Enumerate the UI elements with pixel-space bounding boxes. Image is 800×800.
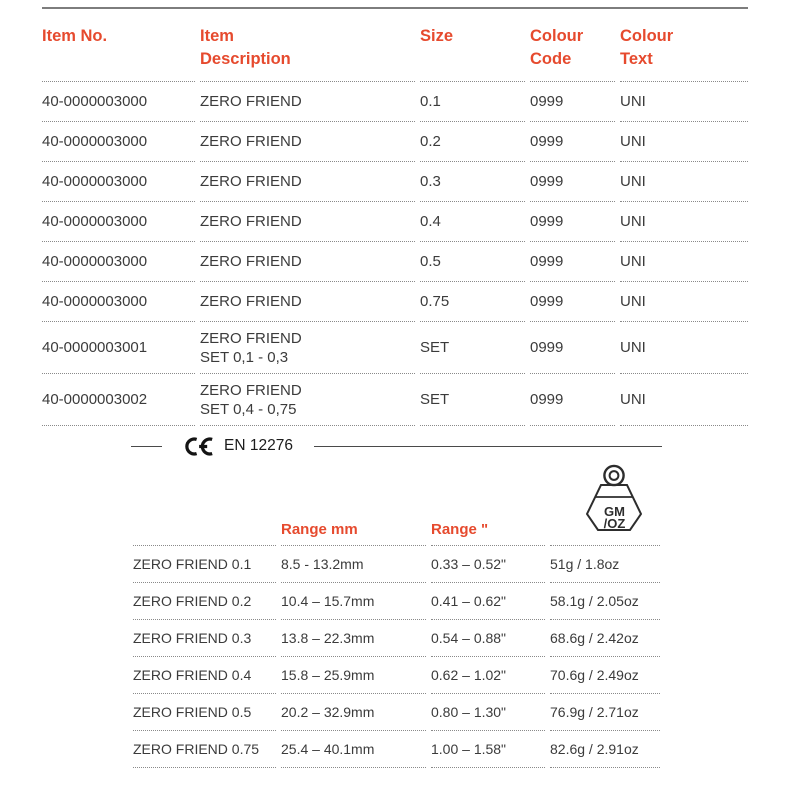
column-header-colour-code [530, 9, 615, 82]
cell-colour-code: 0999 [530, 202, 615, 242]
table-row [42, 202, 748, 242]
cell-colour-text: UNI [620, 162, 748, 202]
header-line: Code [530, 50, 572, 68]
cell-weight: 70.6g / 2.49oz [550, 657, 660, 694]
cell-range-inch: 0.41 – 0.62" [431, 583, 545, 620]
column-header-range-inch: Range " [431, 505, 545, 546]
cell-item-no: 40-0000003002 [42, 374, 195, 426]
cell-colour-text: UNI [620, 242, 748, 282]
cell-range-mm: 13.8 – 22.3mm [281, 620, 426, 657]
cell-colour-text: UNI [620, 202, 748, 242]
header-line: Description [200, 50, 291, 68]
column-header-empty [133, 505, 276, 546]
cell-size: 0.3 [420, 162, 525, 202]
column-header-colour-text [620, 9, 748, 82]
header-line: Colour [620, 27, 674, 45]
cell-product-name: ZERO FRIEND 0.5 [133, 694, 276, 731]
cell-colour-code: 0999 [530, 374, 615, 426]
cell-range-mm: 25.4 – 40.1mm [281, 731, 426, 768]
spec-row [133, 546, 660, 583]
cell-colour-code: 0999 [530, 282, 615, 322]
column-header-range-mm: Range mm [281, 505, 426, 546]
product-table [42, 7, 748, 426]
spec-row [133, 731, 660, 768]
cell-product-name: ZERO FRIEND 0.75 [133, 731, 276, 768]
table-row [42, 82, 748, 122]
cell-colour-text: UNI [620, 122, 748, 162]
header-line: Item [200, 27, 234, 45]
cell-colour-code: 0999 [530, 242, 615, 282]
cell-product-name: ZERO FRIEND 0.1 [133, 546, 276, 583]
cell-product-name: ZERO FRIEND 0.4 [133, 657, 276, 694]
description-line-1: ZERO FRIEND [200, 381, 302, 399]
cell-item-no: 40-0000003001 [42, 322, 195, 374]
spec-row [133, 694, 660, 731]
ce-divider-line [314, 446, 662, 447]
cell-size: 0.1 [420, 82, 525, 122]
column-header-weight [550, 505, 660, 546]
cell-colour-code: 0999 [530, 322, 615, 374]
table-row [42, 374, 748, 426]
header-line: Size [420, 27, 454, 45]
ce-certification [131, 433, 662, 459]
cell-size: SET [420, 322, 525, 374]
cell-item-no: 40-0000003000 [42, 82, 195, 122]
description-line-1: ZERO FRIEND [200, 133, 302, 150]
cell-range-inch: 0.62 – 1.02" [431, 657, 545, 694]
cell-range-mm: 15.8 – 25.9mm [281, 657, 426, 694]
cell-range-inch: 1.00 – 1.58" [431, 731, 545, 768]
cell-size: 0.5 [420, 242, 525, 282]
header-line: Colour [530, 27, 584, 45]
table-row [42, 122, 748, 162]
ce-divider-line [131, 446, 162, 447]
cell-item-description [200, 282, 415, 322]
spec-row [133, 657, 660, 694]
cell-size: 0.75 [420, 282, 525, 322]
cell-product-name: ZERO FRIEND 0.2 [133, 583, 276, 620]
cell-item-no: 40-0000003000 [42, 122, 195, 162]
cell-item-description [200, 374, 415, 426]
cell-weight: 82.6g / 2.91oz [550, 731, 660, 768]
weight-icon-label-oz: /OZ [603, 516, 626, 531]
cell-item-no: 40-0000003000 [42, 162, 195, 202]
description-line-1: ZERO FRIEND [200, 293, 302, 310]
cell-weight: 68.6g / 2.42oz [550, 620, 660, 657]
description-line-1: ZERO FRIEND [200, 173, 302, 190]
spec-table [133, 505, 660, 768]
table-row [42, 282, 748, 322]
cell-item-description [200, 202, 415, 242]
cell-item-description [200, 82, 415, 122]
weight-icon-label-gm: GM [604, 504, 625, 519]
column-header-item-description [200, 9, 415, 82]
cell-product-name: ZERO FRIEND 0.3 [133, 620, 276, 657]
table-row [42, 162, 748, 202]
description-line-2: SET 0,1 - 0,3 [200, 348, 289, 366]
cell-colour-code: 0999 [530, 82, 615, 122]
cell-colour-text: UNI [620, 374, 748, 426]
spec-table-header [133, 505, 660, 546]
spec-row [133, 583, 660, 620]
cell-item-description [200, 162, 415, 202]
cell-colour-code: 0999 [530, 162, 615, 202]
header-line: Item No. [42, 27, 108, 45]
cell-colour-text: UNI [620, 82, 748, 122]
description-line-1: ZERO FRIEND [200, 253, 302, 270]
cell-item-no: 40-0000003000 [42, 282, 195, 322]
spec-row [133, 620, 660, 657]
cell-range-mm: 20.2 – 32.9mm [281, 694, 426, 731]
description-line-1: ZERO FRIEND [200, 329, 302, 347]
ce-mark-icon [183, 436, 214, 457]
cell-range-inch: 0.33 – 0.52" [431, 546, 545, 583]
cell-size: 0.4 [420, 202, 525, 242]
cell-item-description [200, 122, 415, 162]
cell-item-no: 40-0000003000 [42, 202, 195, 242]
cell-colour-code: 0999 [530, 122, 615, 162]
description-line-2: SET 0,4 - 0,75 [200, 400, 297, 418]
header-line: Text [620, 50, 653, 68]
cell-range-mm: 8.5 - 13.2mm [281, 546, 426, 583]
cell-size: 0.2 [420, 122, 525, 162]
cell-range-mm: 10.4 – 15.7mm [281, 583, 426, 620]
cell-weight: 51g / 1.8oz [550, 546, 660, 583]
cell-weight: 76.9g / 2.71oz [550, 694, 660, 731]
product-table-header [42, 9, 748, 82]
table-row [42, 322, 748, 374]
column-header-item-no [42, 9, 195, 82]
ce-standard-label: EN 12276 [224, 437, 293, 454]
cell-item-no: 40-0000003000 [42, 242, 195, 282]
cell-size: SET [420, 374, 525, 426]
cell-colour-text: UNI [620, 322, 748, 374]
cell-item-description [200, 322, 415, 374]
table-row [42, 242, 748, 282]
cell-colour-text: UNI [620, 282, 748, 322]
description-line-1: ZERO FRIEND [200, 93, 302, 110]
cell-weight: 58.1g / 2.05oz [550, 583, 660, 620]
cell-range-inch: 0.54 – 0.88" [431, 620, 545, 657]
description-line-1: ZERO FRIEND [200, 213, 302, 230]
cell-item-description [200, 242, 415, 282]
column-header-size [420, 9, 525, 82]
cell-range-inch: 0.80 – 1.30" [431, 694, 545, 731]
